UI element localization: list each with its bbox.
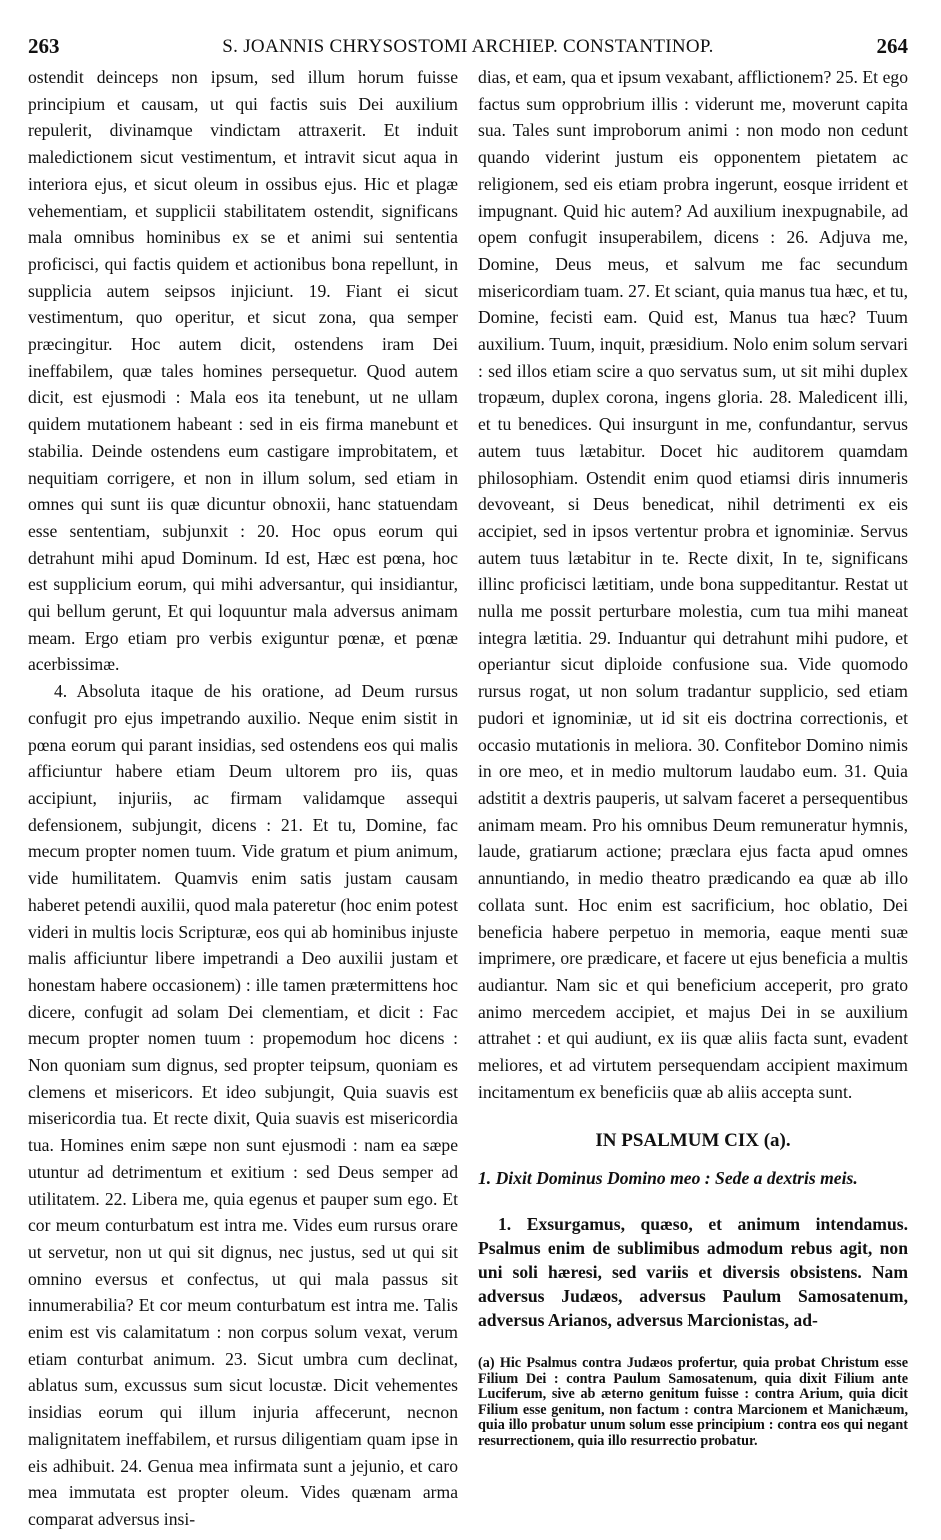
page-header — [28, 34, 908, 58]
right-paragraph-1: dias, et eam, qua et ipsum vexabant, afflictionem? 25. Et ego factus sum opprobrium illis : viderunt me, moverunt capita sua. Tales sunt improborum animi : non modo non cedunt quando viderint justum eis opponentem pietatem ac religionem, sed eis etiam probra ingerunt, eosque irrident et impugnant. Quid hic autem? Ad auxilium inexpugnabile, ad opem confugit insuperabilem, dicens : 26. Adjuva me, Domine, Deus meus, et salvum me fac secundum misericordiam tuam. 27. Et sciant, quia manus tua hæc, et tu, Domine, fecisti eam. Quid est, Manus tua hæc? Tuum auxilium. Tuum, inquit, præsidium. Nolo enim solum servari : sed illos etiam scire a quo servatus sum, ut sit mihi duplex tropæum, duplex corona, ingens gloria. 28. Maledicent illi, et tu benedices. Qui insurgunt in me, confundantur, servus autem tuus lætabitur. Docet hic auditorem quamdam philosophiam. Ostendit enim quod etiamsi diris innumeris devoveant, si Deus benedicat, nihil detrimenti ex eis accipiet, sed in ipsos vertentur probra et ignominiæ. Servus autem tuus lætabitur in te. Recte dixit, In te, significans illinc proficisci lætitiam, unde bona suppeditantur. Restat ut nulla me possit perturbare molestia, cum tua mihi maneat integra lætitia. 29. Induantur qui detrahunt mihi pudore, et operiantur sicut diploide confusione sua. Vide quomodo rursus rogat, ut non solum tradantur supplicio, sed etiam pudori et ignominiæ, ut id sit eis doctrina correctionis, et occasio mutationis in meliora. 30. Confitebor Domino nimis in ore meo, et in medio multorum laudabo eum. 31. Quia adstitit a dextris pauperis, ut salvam faceret a persequentibus animam meam. Pro his omnibus Deum remuneratur hymnis, laude, gratiarum actione; præclara ejus facta apud omnes annuntiando, in medio theatro prædicando ea quæ ab illo collata sunt. Hoc enim est sacrificium, hoc oblatio, Dei beneficia habere perpetuo in memoria, eaque menti suæ imprimere, ore prædicare, et facere ut ejus beneficia a multis audiantur. Nam sic et qui beneficium acceperit, pro grato animo mercedem accipiet, et majus Dei in se auxilium attrahet : et qui audiunt, ex iis quæ aliis facta sunt, evadent meliores, et ad virtutem persequendam accipient maximum incitamentum ex beneficiis quæ ab aliis accepta sunt. — [478, 67, 908, 1102]
psalm-heading: IN PSALMUM CIX (a). — [595, 1130, 791, 1151]
left-paragraph-1: ostendit deinceps non ipsum, sed illum horum fuisse principium et causam, ut qui factis suis Dei auxilium repulerit, divinamque vindictam attraxerit. Et induit maledictionem sicut vestimentum, et intravit sicut aqua in interiora ejus, et sicut oleum in ossibus ejus. Hic et plagæ vehementiam, et supplicii stabilitatem ostendit, significans mala omnibus hominibus ex se et animi sui sententia proficisci, qui factis quidem et actionibus bona repellunt, in supplicia autem seipsos injiciunt. 19. Fiant ei sicut vestimentum, quo operitur, et sicut zona, qua semper præcingitur. Hoc autem dicit, ostendens iram Dei ineffabilem, quæ tales homines persequetur. Quod autem dicit, est ejusmodi : Mala eos ita tenebunt, ut ne ullam quidem mutationem habeant : sed in eis firma manebunt et stabilia. Deinde ostendens eum castigare improbitatem, et nequitiam corrigere, et non in illum solum, sed etiam in omnes qui sunt iis quæ dicuntur obnoxii, hanc statuendam esse sententiam, subjunxit : 20. Hoc opus eorum qui detrahunt mihi apud Dominum. Id est, Hæc est pœna, hoc est supplicium eorum, qui mihi adversantur, qui insidiantur, qui bellum gerunt, Et qui loquuntur mala adversus animam meam. Ergo etiam pro verbis exiguntur pœnæ, et pœnæ acerbissimæ. — [28, 67, 458, 675]
psalm-verse-1: 1. Dixit Dominus Domino meo : Sede a dextris meis. — [478, 1168, 858, 1188]
right-paragraph-2: 1. Exsurgamus, quæso, et animum intendamus. Psalmus enim de sublimibus admodum rebus agit, non uni soli hæresi, sed variis et diversis obsistens. Nam adversus Judæos, adversus Paulum Samosatenum, adversus Arianos, adversus Marcionistas, ad- — [478, 1214, 908, 1330]
page-number-right: 264 — [876, 34, 908, 58]
right-column — [478, 64, 908, 1136]
running-head: S. JOANNIS CHRYSOSTOMI ARCHIEP. CONSTANTINOP. — [222, 36, 714, 57]
left-paragraph-2: 4. Absoluta itaque de his oratione, ad Deum rursus confugit pro ejus impetrando auxilio. Neque enim sistit in pœna eorum qui parant insidias, sed ostendens eos qui malis afficiuntur habere etiam Deum ultorem pro iis, quas accipiunt, injuriis, ac firmam validamque assequi defensionem, subjungit, dicens : 21. Et tu, Domine, fac mecum propter nomen tuum. Vide gratum et pium animum, vide humilitatem. Quamvis enim satis justam causam haberet petendi auxilii, quod mala pateretur (hoc enim potest videri in multis locis Scripturæ, eos qui ab hominibus injuste malis afficiuntur libere impetrandi a Deo auxilii justam et honestam habere occasionem) : ille tamen prætermittens hoc dicere, confugit ad solam Dei clementiam, et dicit : Fac mecum propter nomen tuum : propemodum hoc dicens : Non quoniam sum dignus, sed propter teipsum, quoniam es clemens et misericors. Et ideo subjungit, Quia suavis est misericordia tua. Et recte dixit, Quia suavis est misericordia tua. Homines enim sæpe non sunt ejusmodi : nam ea sæpe utuntur ad detrimentum et exitium : sed Deus semper ad utilitatem. 22. Libera me, quia egenus et pauper sum ego. Et cor meum conturbatum est intra me. Vides eum rursus orare ut servetur, non ut qui sit dignus, nec justus, sed ut qui sit omnino eversus et confectus, ut qui mala passus sit innumerabilia? Et cor meum conturbatum est intra me. Talis enim est vis calamitatum : non corpus solum vexat, verum etiam conturbat animum. 23. Sicut umbra cum declinat, ablatus sum, excussus sum sicut locustæ. Dicit vehementes insidias eorum qui illum injuria affecerunt, necnon malignitatem ineffabilem, et rursus diligentiam quam ipse in eis adhibuit. 24. Genua mea infirmata sunt a jejunio, et caro mea immutata est propter oleum. Vides quænam arma comparat adversus insi- — [28, 681, 458, 1529]
page-number-left: 263 — [28, 34, 60, 58]
left-column — [28, 64, 458, 1533]
footnote: (a) Hic Psalmus contra Judæos profertur, quia probat Christum esse Filium Dei : contra Paulum Samosatenum, quia dixit Filium ante Luciferum, sive ab æterno genitum fuisse : contra Arium, quia dicit Filium esse genitum, non factum : contra Marcionem et Manichæum, quia illo probatur unum solum esse principium : contra eos qui negant resurrectionem, quia illo resurrectio probatur. — [478, 1355, 908, 1449]
